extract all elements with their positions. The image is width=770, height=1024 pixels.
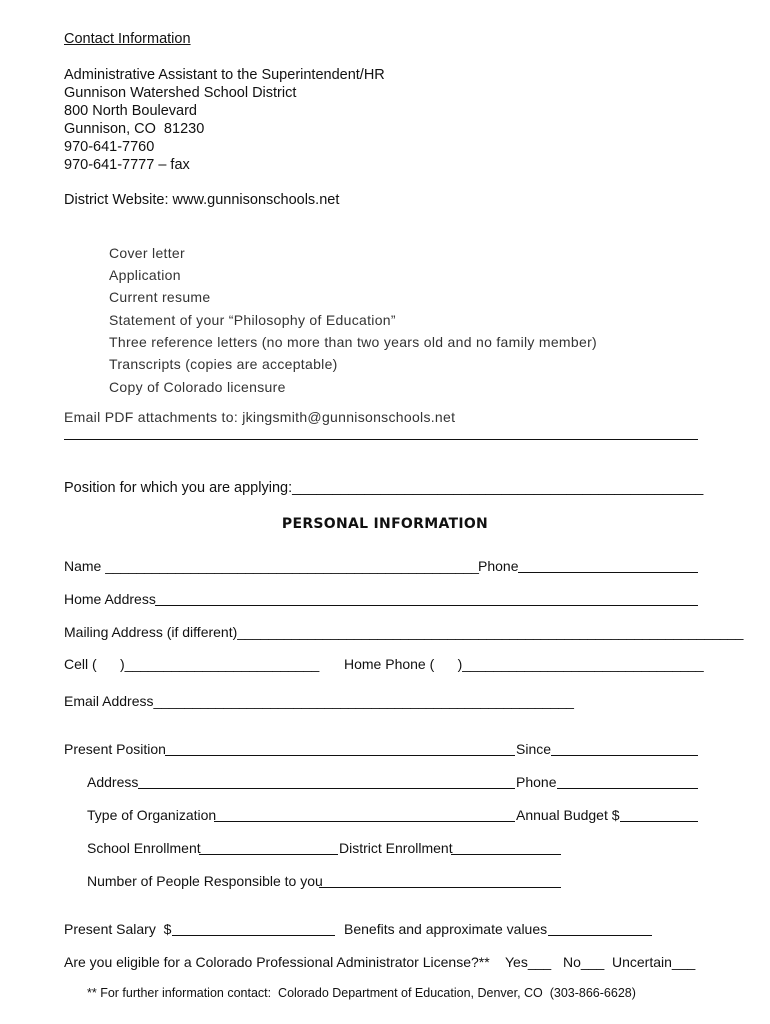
contact-city-line: Gunnison, CO 81230 (64, 121, 205, 137)
section-divider (64, 439, 698, 440)
present-position-input-line[interactable] (165, 755, 515, 756)
checklist-item: Transcripts (copies are acceptable) (109, 356, 338, 372)
email-address-field[interactable]: Email Address______________________________________________________ (64, 693, 574, 709)
annual-budget-label: Annual Budget $ (516, 807, 620, 823)
cell-field[interactable]: Cell ( )_________________________ (64, 656, 320, 672)
mailing-address-field[interactable]: Mailing Address (if different)_________________________________________________________________ (64, 624, 744, 640)
type-of-organization-label: Type of Organization (87, 807, 217, 823)
checklist-item: Application (109, 267, 181, 283)
district-website: District Website: www.gunnisonschools.net (64, 192, 340, 208)
school-enrollment-label: School Enrollment (87, 840, 201, 856)
position-applying-field[interactable]: Position for which you are applying:___________________________________________________ (64, 480, 704, 496)
district-enrollment-input-line[interactable] (451, 854, 561, 855)
home-address-label: Home Address (64, 591, 156, 607)
license-yes-option[interactable]: Yes___ (505, 954, 552, 970)
present-salary-input-line[interactable] (172, 935, 335, 936)
annual-budget-input-line[interactable] (620, 821, 698, 822)
license-question: Are you eligible for a Colorado Professional Administrator License?** (64, 954, 490, 970)
license-no-option[interactable]: No___ (563, 954, 605, 970)
since-input-line[interactable] (551, 755, 698, 756)
people-responsible-label: Number of People Responsible to you (87, 873, 323, 889)
address-input-line[interactable] (138, 788, 515, 789)
email-instructions: Email PDF attachments to: jkingsmith@gunnisonschools.net (64, 409, 456, 425)
phone2-label: Phone (516, 774, 557, 790)
present-salary-label: Present Salary $ (64, 921, 172, 937)
address-label: Address (87, 774, 139, 790)
benefits-input-line[interactable] (548, 935, 652, 936)
present-position-label: Present Position (64, 741, 166, 757)
checklist-item: Three reference letters (no more than two years old and no family member) (109, 334, 597, 350)
contact-title-line: Administrative Assistant to the Superintendent/HR (64, 67, 385, 83)
checklist-item: Statement of your “Philosophy of Education” (109, 312, 396, 328)
people-responsible-input-line[interactable] (319, 887, 561, 888)
license-uncertain-option[interactable]: Uncertain___ (612, 954, 696, 970)
district-enrollment-label: District Enrollment (339, 840, 453, 856)
contact-heading: Contact Information (64, 31, 191, 47)
section-title: PERSONAL INFORMATION (281, 516, 489, 532)
phone2-input-line[interactable] (557, 788, 698, 789)
footnote: ** For further information contact: Colorado Department of Education, Denver, CO (303-866-6628) (87, 986, 636, 1000)
checklist-item: Cover letter (109, 245, 185, 261)
checklist-item: Current resume (109, 289, 211, 305)
type-of-organization-input-line[interactable] (214, 821, 515, 822)
benefits-label: Benefits and approximate values (344, 921, 548, 937)
phone-input-line[interactable] (518, 572, 698, 573)
name-field[interactable]: Name ________________________________________________ (64, 558, 479, 574)
school-enrollment-input-line[interactable] (199, 854, 338, 855)
contact-phone-line: 970-641-7760 (64, 139, 155, 155)
home-address-input-line[interactable] (155, 605, 698, 606)
checklist-item: Copy of Colorado licensure (109, 379, 286, 395)
contact-fax-line: 970-641-7777 – fax (64, 157, 190, 173)
phone-label: Phone (478, 558, 519, 574)
since-label: Since (516, 741, 552, 757)
contact-district-line: Gunnison Watershed School District (64, 85, 297, 101)
home-phone-field[interactable]: Home Phone ( )_______________________________ (344, 656, 704, 672)
contact-street-line: 800 North Boulevard (64, 103, 197, 119)
